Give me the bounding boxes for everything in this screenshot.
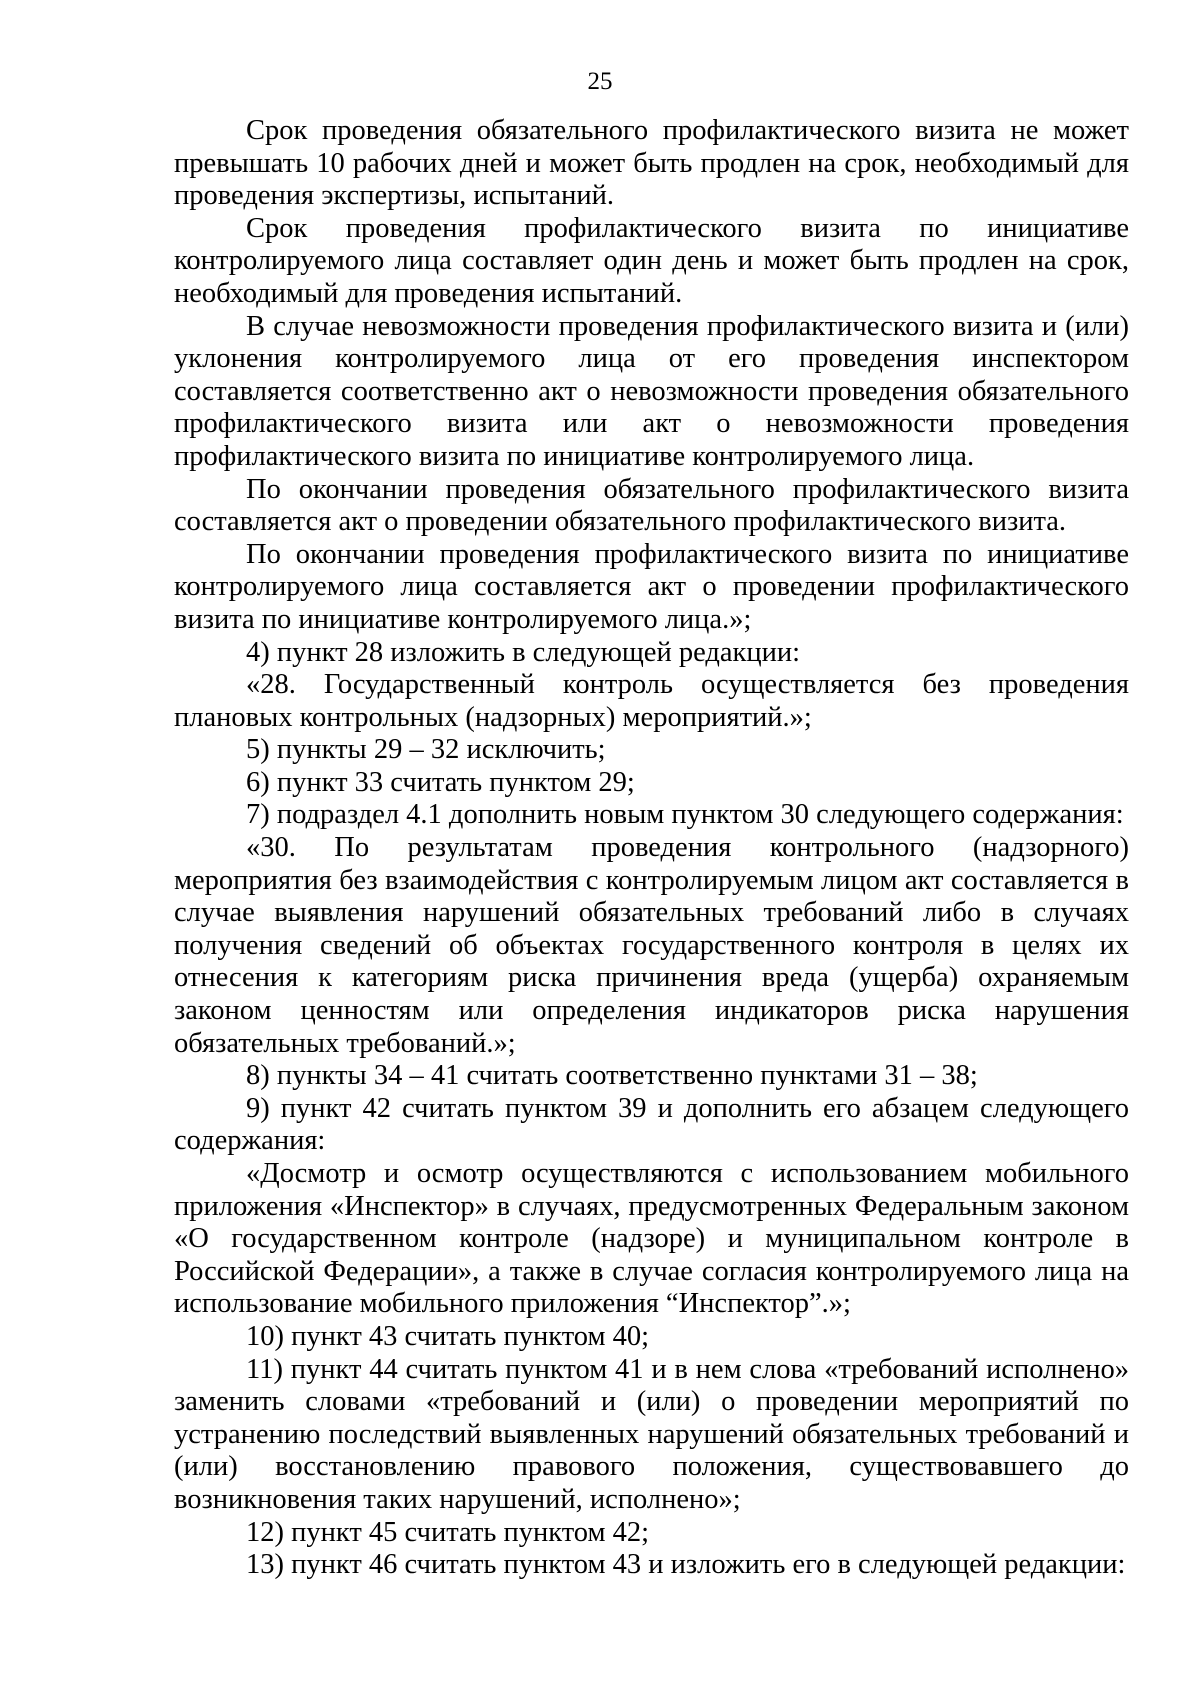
paragraph: 12) пункт 45 считать пунктом 42; (246, 1516, 650, 1548)
paragraph: 4) пункт 28 изложить в следующей редакции: (246, 636, 801, 668)
paragraph: В случае невозможности проведения профилактического визита и (или) уклонения контролируемого лица от его проведения инспектором составляется соответственно акт о невозможности проведения обязательного профилактического визита или акт о невозможности проведения профилактического визита по инициативе контролируемого лица. (174, 310, 1129, 472)
paragraph: 9) пункт 42 считать пунктом 39 и дополнить его абзацем следующего содержания: (174, 1092, 1129, 1157)
paragraph: 5) пункты 29 – 32 исключить; (246, 734, 606, 766)
paragraph: По окончании проведения профилактического визита по инициативе контролируемого лица составляется акт о проведении профилактического визита по инициативе контролируемого лица.»; (174, 538, 1129, 635)
document-body (174, 115, 1129, 1582)
paragraph: По окончании проведения обязательного профилактического визита составляется акт о проведении обязательного профилактического визита. (174, 473, 1129, 538)
paragraph: «Досмотр и осмотр осуществляются с использованием мобильного приложения «Инспектор» в случаях, предусмотренных Федеральным законом «О государственном контроле (надзоре) и муниципальном контроле в Российской Федерации», а также в случае согласия контролируемого лица на использование мобильного приложения “Инспектор”.»; (174, 1158, 1129, 1320)
paragraph: 13) пункт 46 считать пунктом 43 и изложить его в следующей редакции: (246, 1549, 1126, 1581)
paragraph: 6) пункт 33 считать пунктом 29; (246, 766, 635, 798)
paragraph: 8) пункты 34 – 41 считать соответственно пунктами 31 – 38; (246, 1060, 978, 1092)
paragraph: Срок проведения обязательного профилактического визита не может превышать 10 рабочих дней и может быть продлен на срок, необходимый для проведения экспертизы, испытаний. (174, 115, 1129, 212)
paragraph: 7) подраздел 4.1 дополнить новым пунктом 30 следующего содержания: (246, 799, 1124, 831)
paragraph: Срок проведения профилактического визита по инициативе контролируемого лица составляет один день и может быть продлен на срок, необходимый для проведения испытаний. (174, 212, 1129, 309)
paragraph: 11) пункт 44 считать пунктом 41 и в нем слова «требований исполнено» заменить словами «требований и (или) о проведении мероприятий по устранению последствий выявленных нарушений обязательных требований и (или) восстановлению правового положения, существовавшего до возникновения таких нарушений, исполнено»; (174, 1353, 1129, 1515)
page-number: 25 (587, 68, 613, 95)
paragraph: 10) пункт 43 считать пунктом 40; (246, 1320, 650, 1352)
paragraph: «30. По результатам проведения контрольного (надзорного) мероприятия без взаимодействия с контролируемым лицом акт составляется в случае выявления нарушений обязательных требований либо в случаях получения сведений об объектах государственного контроля в целях их отнесения к категориям риска причинения вреда (ущерба) охраняемым законом ценностям или определения индикаторов риска нарушения обязательных требований.»; (174, 832, 1129, 1059)
paragraph: «28. Государственный контроль осуществляется без проведения плановых контрольных (надзорных) мероприятий.»; (174, 669, 1129, 733)
